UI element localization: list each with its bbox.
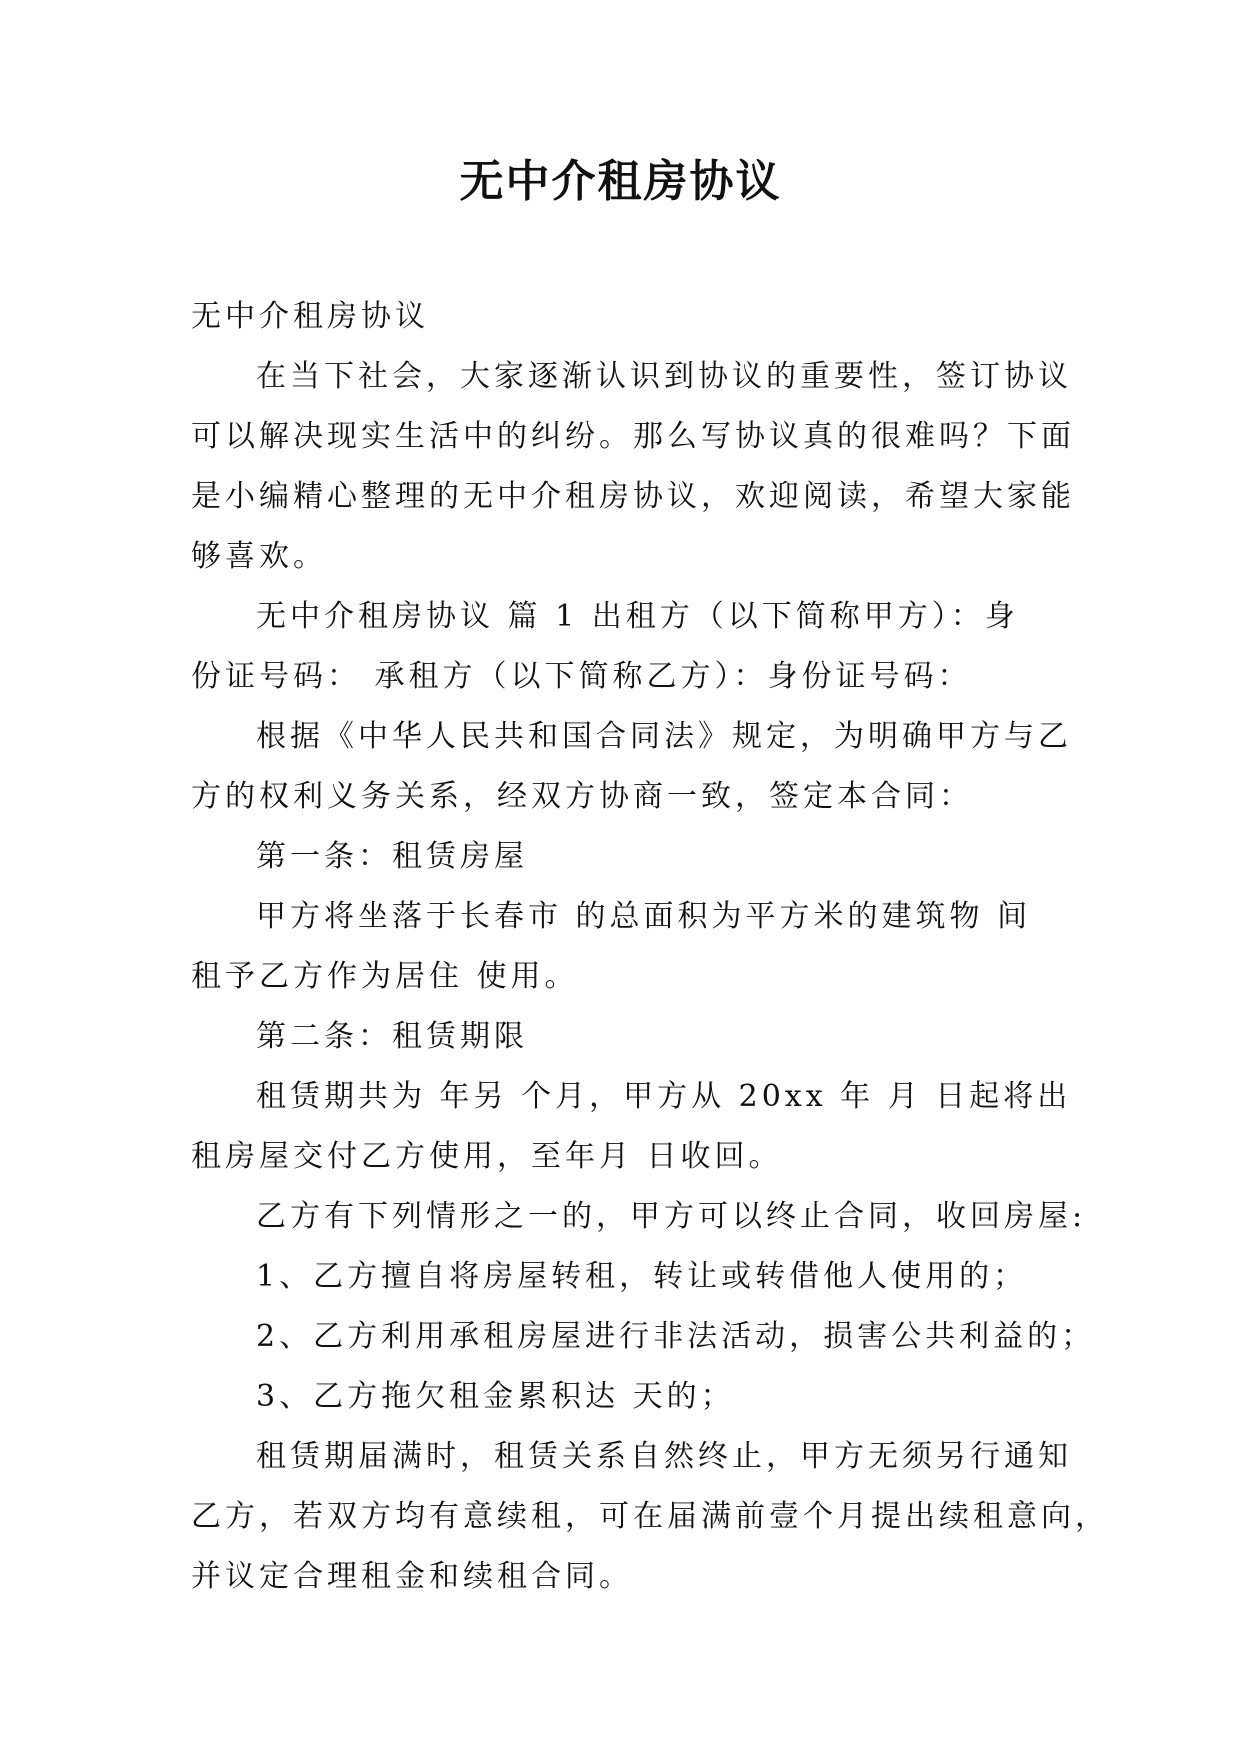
body-line: 是小编精心整理的无中介租房协议，欢迎阅读，希望大家能 <box>191 479 1075 514</box>
list-item: 2、乙方利用承租房屋进行非法活动，损害公共利益的； <box>256 1319 1096 1354</box>
body-line: 根据《中华人民共和国合同法》规定，为明确甲方与乙 <box>256 719 1072 754</box>
section-heading: 第二条：租赁期限 <box>256 1019 528 1054</box>
body-line: 无中介租房协议 <box>191 299 429 334</box>
body-line: 租房屋交付乙方使用，至年月 日收回。 <box>191 1139 783 1174</box>
body-line: 可以解决现实生活中的纠纷。那么写协议真的很难吗？下面 <box>191 419 1075 454</box>
document-body <box>191 287 1109 1607</box>
body-line: 乙方有下列情形之一的，甲方可以终止合同，收回房屋: <box>256 1199 1087 1234</box>
body-line: 无中介租房协议 篇 1 出租方（以下简称甲方）：身 <box>256 599 1019 634</box>
body-line: 乙方，若双方均有意续租，可在届满前壹个月提出续租意向， <box>191 1499 1109 1534</box>
body-line: 并议定合理租金和续租合同。 <box>191 1559 633 1594</box>
document-title: 无中介租房协议 <box>459 156 782 207</box>
body-line: 够喜欢。 <box>191 539 327 574</box>
body-line: 方的权利义务关系，经双方协商一致，签定本合同： <box>191 779 973 814</box>
body-line: 租赁期共为 年另 个月，甲方从 20xx 年 月 日起将出 <box>256 1079 1072 1114</box>
body-line: 甲方将坐落于长春市 的总面积为平方米的建筑物 间 <box>256 899 1032 934</box>
list-item: 3、乙方拖欠租金累积达 天的； <box>256 1379 735 1414</box>
body-line: 份证号码： 承租方（以下简称乙方）：身份证号码： <box>191 659 972 694</box>
body-line: 租赁期届满时，租赁关系自然终止，甲方无须另行通知 <box>256 1439 1072 1474</box>
list-item: 1、乙方擅自将房屋转租，转让或转借他人使用的； <box>256 1259 1028 1294</box>
section-heading: 第一条：租赁房屋 <box>256 839 528 874</box>
body-line: 租予乙方作为居住 使用。 <box>191 959 579 994</box>
body-line: 在当下社会，大家逐渐认识到协议的重要性，签订协议 <box>256 359 1072 394</box>
